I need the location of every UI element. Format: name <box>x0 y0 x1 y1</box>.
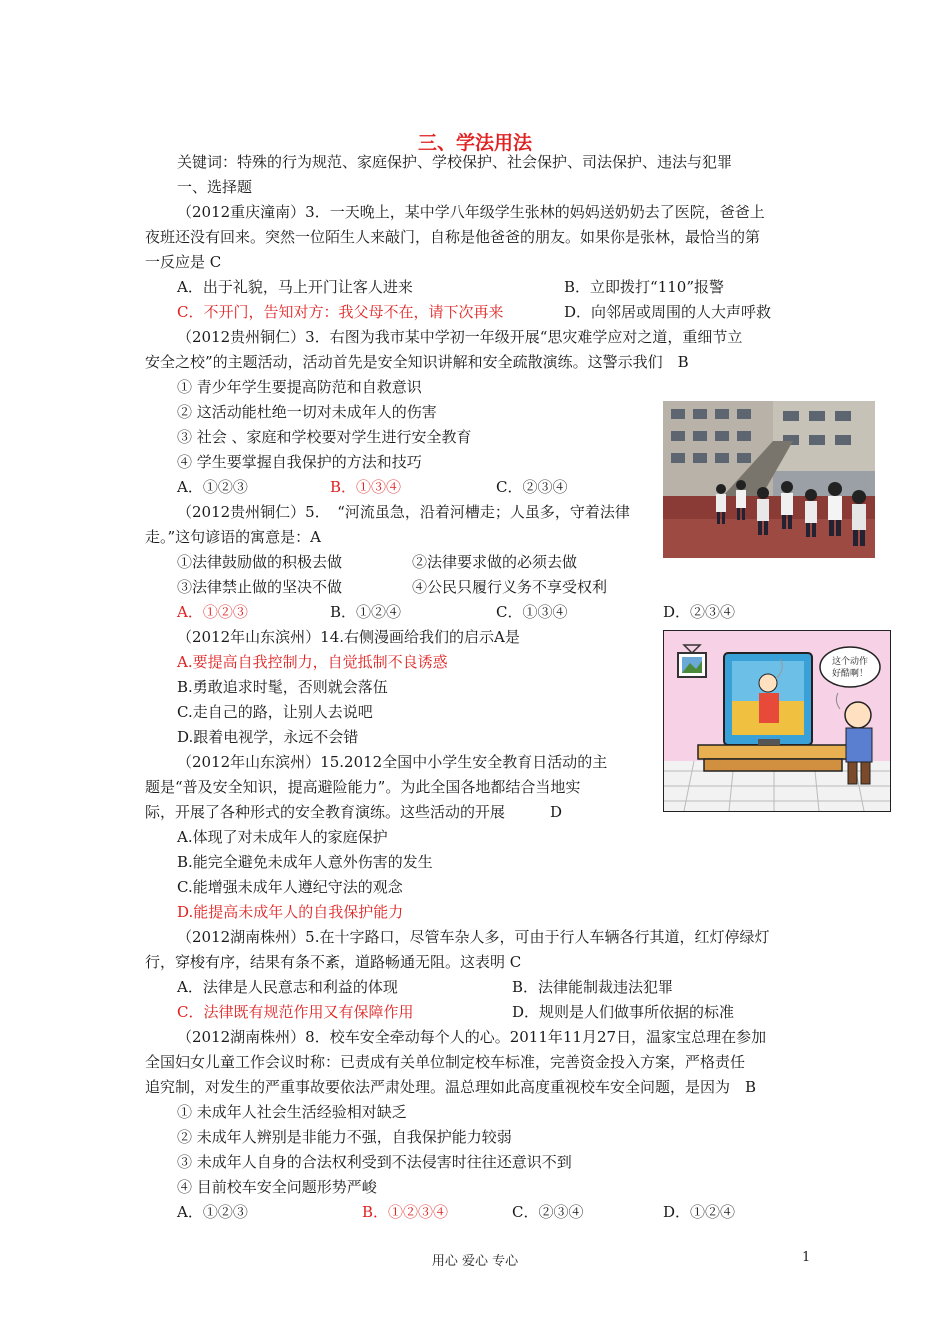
question-5-option-c: C.能增强未成年人遵纪守法的观念 <box>177 878 403 896</box>
question-4-option-a: A.要提高自我控制力，自觉抵制不良诱惑 <box>177 653 448 671</box>
question-3-item-1: ①法律鼓励做的积极去做 <box>177 553 343 571</box>
keywords: 关键词：特殊的行为规范、家庭保护、学校保护、社会保护、司法保护、违法与犯罪 <box>177 153 733 171</box>
evacuation-drill-photo <box>663 401 875 558</box>
question-6-line-2: 行，穿梭有序，结果有条不紊，道路畅通无阻。这表明 C <box>145 953 522 971</box>
question-6-option-b: B．法律能制裁违法犯罪 <box>512 978 674 996</box>
question-1-option-d: D．向邻居或周围的人大声呼救 <box>564 303 772 321</box>
question-5-line-2: 题是“普及安全知识，提高避险能力”。为此全国各地都结合当地实 <box>145 778 581 796</box>
question-4-option-d: D.跟着电视学，永远不会错 <box>177 728 359 746</box>
question-5-line-1: （2012年山东滨州）15.2012全国中小学生安全教育日活动的主 <box>177 753 608 771</box>
question-1-line-2: 夜班还没有回来。突然一位陌生人来敲门，自称是他爸爸的朋友。如果你是张林，最恰当的第 <box>145 228 761 246</box>
question-6-option-a: A．法律是人民意志和利益的体现 <box>177 978 398 996</box>
question-5-option-d: D.能提高未成年人的自我保护能力 <box>177 903 404 921</box>
question-7-line-1: （2012湖南株州）8．校车安全牵动每个人的心。2011年11月27日，温家宝总理在参加 <box>177 1028 767 1046</box>
question-1-option-b: B．立即拨打“110”报警 <box>564 278 724 296</box>
question-2-option-c: C．②③④ <box>496 478 568 496</box>
question-5-option-a: A.体现了对未成年人的家庭保护 <box>177 828 388 846</box>
question-2-line-2: 安全之校”的主题活动，活动首先是安全知识讲解和安全疏散演练。这警示我们 B <box>145 353 689 371</box>
question-6-option-c: C．法律既有规范作用又有保障作用 <box>177 1003 414 1021</box>
question-7-option-a: A．①②③ <box>177 1203 248 1221</box>
question-5-line-3: 际，开展了各种形式的安全教育演练。这些活动的开展 D <box>145 803 563 821</box>
question-1-option-a: A．出于礼貌，马上开门让客人进来 <box>177 278 413 296</box>
question-7-item-3: ③ 未成年人自身的合法权利受到不法侵害时往往还意识不到 <box>177 1153 572 1171</box>
question-7-line-2: 全国妇女儿童工作会议时称：已责成有关单位制定校车标准，完善资金投入方案，严格责任 <box>145 1053 746 1071</box>
question-4-option-b: B.勇敢追求时髦，否则就会落伍 <box>177 678 388 696</box>
question-7-item-2: ② 未成年人辨别是非能力不强，自我保护能力较弱 <box>177 1128 512 1146</box>
question-3-item-3: ③法律禁止做的坚决不做 <box>177 578 343 596</box>
question-4-option-c: C.走自己的路，让别人去说吧 <box>177 703 373 721</box>
question-7-item-1: ① 未成年人社会生活经验相对缺乏 <box>177 1103 407 1121</box>
question-2-line-1: （2012贵州铜仁）3．右图为我市某中学初一年级开展“思灾难学应对之道，重细节立 <box>177 328 743 346</box>
question-7-option-d: D．①②④ <box>663 1203 736 1221</box>
question-7-option-b: B．①②③④ <box>362 1203 449 1221</box>
page-footer: 用心 爱心 专心 <box>431 1254 519 1269</box>
section-heading: 一、选择题 <box>177 178 253 196</box>
question-2-option-a: A．①②③ <box>177 478 248 496</box>
question-3-option-b: B．①②④ <box>330 603 402 621</box>
question-6-line-1: （2012湖南株州）5.在十字路口，尽管车杂人多，可由于行人车辆各行其道，红灯停绿灯 <box>177 928 770 946</box>
page-title: 三、学法用法 <box>417 132 532 154</box>
speech-bubble-line-1: 这个动作 <box>831 657 869 667</box>
speech-bubble-line-2: 好酷啊！ <box>831 669 869 679</box>
question-1-option-c: C．不开门，告知对方：我父母不在，请下次再来 <box>177 303 504 321</box>
question-5-option-b: B.能完全避免未成年人意外伤害的发生 <box>177 853 433 871</box>
question-2-item-2: ② 这活动能杜绝一切对未成年人的伤害 <box>177 403 437 421</box>
question-3-item-2: ②法律要求做的必须去做 <box>412 553 578 571</box>
question-1-line-1: （2012重庆潼南）3．一天晚上，某中学八年级学生张林的妈妈送奶奶去了医院，爸爸上 <box>177 203 765 221</box>
question-7-option-c: C．②③④ <box>512 1203 584 1221</box>
question-2-item-3: ③ 社会 、家庭和学校要对学生进行安全教育 <box>177 428 472 446</box>
question-3-option-a: A．①②③ <box>177 603 248 621</box>
question-2-item-1: ① 青少年学生要提高防范和自救意识 <box>177 378 422 396</box>
question-7-line-3: 追究制，对发生的严重事故要依法严肃处理。温总理如此高度重视校车安全问题，是因为 B <box>145 1078 757 1096</box>
question-3-line-2: 走。”这句谚语的寓意是：A <box>145 528 322 546</box>
question-2-option-b: B．①③④ <box>330 478 402 496</box>
question-3-option-c: C．①③④ <box>496 603 568 621</box>
question-3-item-4: ④公民只履行义务不享受权利 <box>412 578 608 596</box>
question-6-option-d: D．规则是人们做事所依据的标准 <box>512 1003 735 1021</box>
question-7-item-4: ④ 目前校车安全问题形势严峻 <box>177 1178 377 1196</box>
tv-imitation-cartoon <box>663 630 891 812</box>
question-3-line-1: （2012贵州铜仁）5． “河流虽急，沿着河槽走；人虽多，守着法律 <box>177 503 630 521</box>
question-2-item-4: ④ 学生要掌握自我保护的方法和技巧 <box>177 453 422 471</box>
page-number: 1 <box>802 1250 811 1265</box>
question-3-option-d: D．②③④ <box>663 603 736 621</box>
question-4-line-1: （2012年山东滨州）14.右侧漫画给我们的启示A是 <box>177 628 520 646</box>
question-1-line-3: 一反应是 C <box>145 253 222 271</box>
